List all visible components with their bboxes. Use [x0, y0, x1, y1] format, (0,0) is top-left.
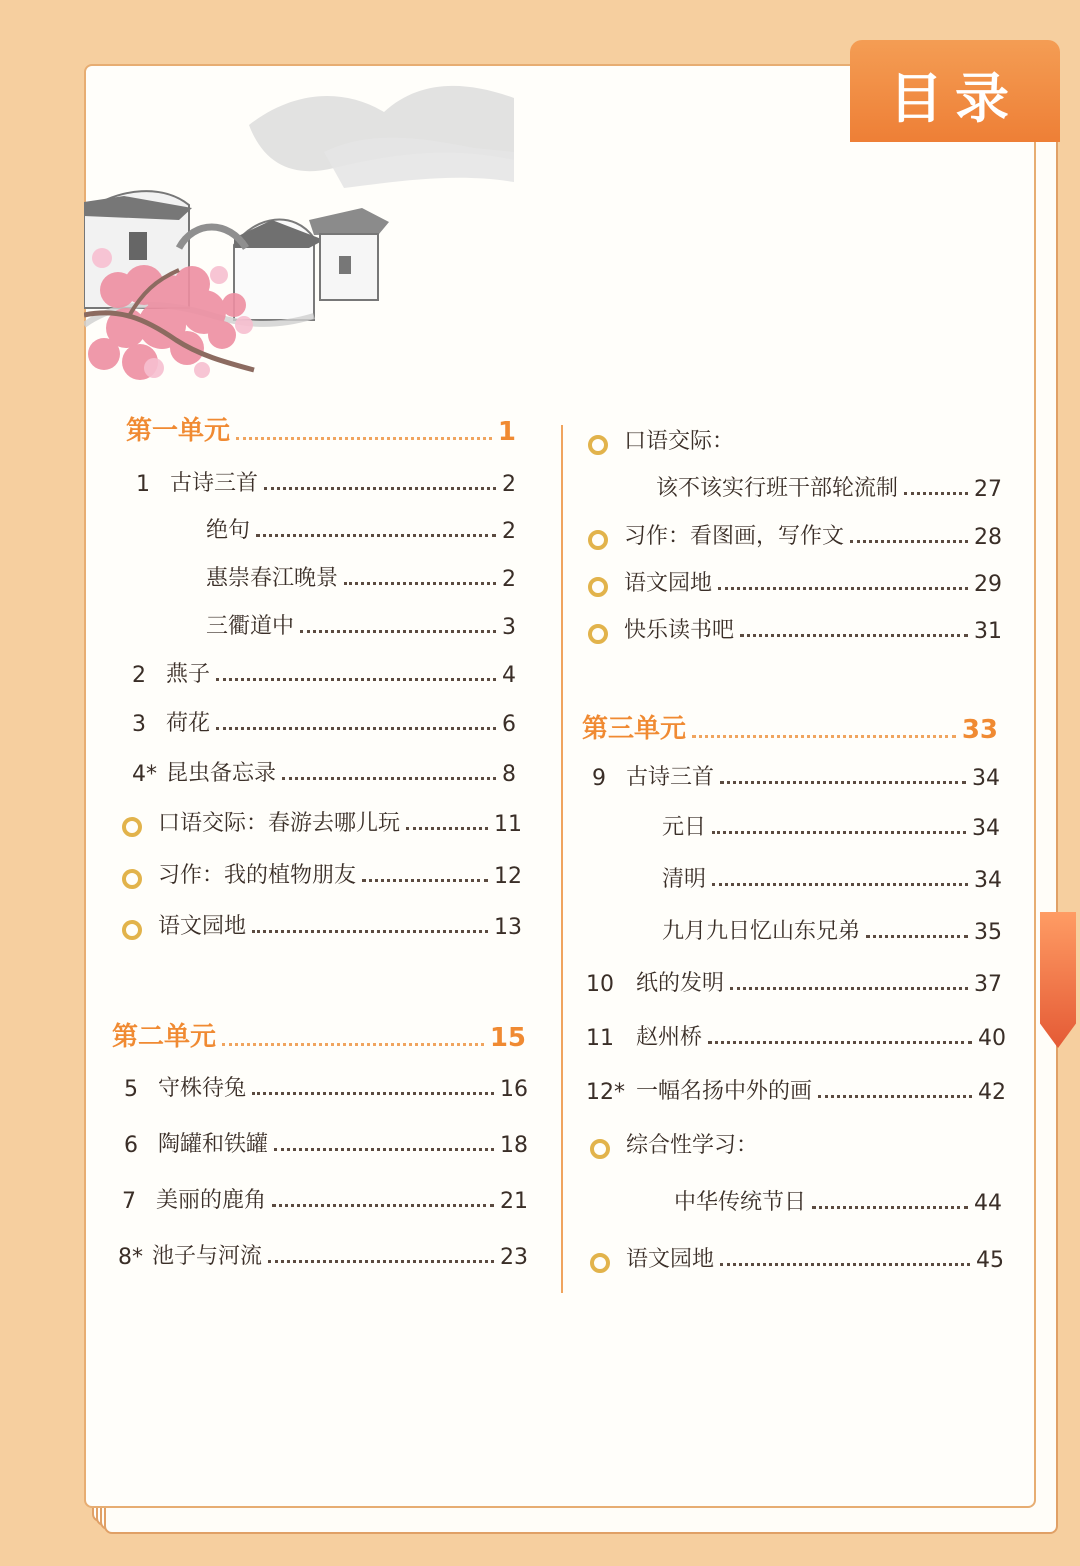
toc-subentry[interactable]	[674, 1185, 1002, 1216]
unit-title: 第一单元	[126, 416, 231, 446]
ink-landscape-illustration	[84, 70, 514, 385]
special-title: 语文园地	[158, 914, 247, 939]
page-number: 40	[978, 1026, 1006, 1051]
toc-subentry[interactable]	[206, 561, 516, 592]
dot-leader	[236, 437, 492, 440]
page-number: 31	[974, 619, 1002, 644]
dot-leader	[866, 935, 968, 938]
page-number: 16	[500, 1077, 528, 1102]
toc-special-writing[interactable]	[122, 858, 522, 889]
dot-leader	[818, 1095, 972, 1098]
contents-tab	[850, 40, 1060, 142]
lesson-title: 赵州桥	[636, 1025, 703, 1050]
dot-leader	[216, 678, 496, 681]
dot-leader	[252, 930, 488, 933]
page-number: 29	[974, 572, 1002, 597]
lesson-title: 美丽的鹿角	[156, 1188, 267, 1213]
subentry-title: 清明	[662, 867, 707, 892]
toc-lesson-2[interactable]	[132, 657, 516, 688]
page-number: 23	[500, 1245, 528, 1270]
page-number: 33	[961, 715, 998, 745]
toc-lesson-10[interactable]	[586, 966, 1002, 997]
lesson-number: 2	[132, 663, 146, 688]
toc-lesson-11[interactable]	[586, 1020, 1006, 1051]
page-number: 44	[974, 1191, 1002, 1216]
lesson-title: 陶罐和铁罐	[158, 1132, 269, 1157]
dot-leader	[272, 1204, 494, 1207]
toc-lesson-5[interactable]	[124, 1071, 528, 1102]
lesson-title: 一幅名扬中外的画	[636, 1079, 813, 1104]
unit-title: 第三单元	[582, 714, 687, 744]
special-title: 口语交际：春游去哪儿玩	[158, 811, 401, 836]
toc-subentry[interactable]	[662, 914, 1002, 945]
lesson-number: 10	[586, 972, 614, 997]
toc-special-oral[interactable]	[122, 806, 522, 837]
dot-leader	[720, 781, 966, 784]
dot-leader	[712, 831, 966, 834]
lesson-number: 4*	[132, 762, 157, 787]
dot-leader	[216, 727, 496, 730]
lesson-title: 荷花	[166, 711, 211, 736]
dot-leader	[268, 1260, 494, 1263]
circle-bullet-icon	[590, 1139, 610, 1159]
page-number: 18	[500, 1133, 528, 1158]
dot-leader	[708, 1041, 972, 1044]
subentry-title: 惠崇春江晚景	[206, 566, 339, 591]
lesson-number: 12*	[586, 1080, 625, 1105]
toc-lesson-8[interactable]	[118, 1239, 528, 1270]
dot-leader	[850, 540, 968, 543]
page-number: 2	[502, 567, 516, 592]
subentry-title: 三衢道中	[206, 614, 295, 639]
lesson-number: 5	[124, 1077, 138, 1102]
page-number: 4	[502, 663, 516, 688]
toc-unit-2[interactable]	[112, 1016, 526, 1053]
dot-leader	[282, 777, 496, 780]
dot-leader	[274, 1148, 494, 1151]
page-number: 28	[974, 525, 1002, 550]
lesson-title: 古诗三首	[170, 471, 259, 496]
page-number: 34	[972, 816, 1000, 841]
page-number: 13	[494, 915, 522, 940]
bookmark-ribbon	[1040, 912, 1076, 1048]
toc-lesson-1[interactable]	[136, 466, 516, 497]
lesson-title: 守株待兔	[158, 1076, 247, 1101]
lesson-title: 昆虫备忘录	[166, 761, 277, 786]
toc-lesson-4[interactable]	[132, 756, 516, 787]
page-title: 目录	[889, 67, 1021, 130]
toc-lesson-9[interactable]	[592, 760, 1000, 791]
lesson-number: 8*	[118, 1245, 143, 1270]
dot-leader	[264, 487, 496, 490]
toc-subentry[interactable]	[206, 513, 516, 544]
special-title: 综合性学习：	[626, 1133, 759, 1158]
page-number: 2	[502, 519, 516, 544]
toc-special-reading[interactable]	[588, 613, 1002, 644]
lesson-number: 3	[132, 712, 146, 737]
lesson-number: 11	[586, 1026, 614, 1051]
dot-leader	[256, 534, 496, 537]
toc-special-oral-heading[interactable]	[588, 424, 768, 455]
lesson-title: 池子与河流	[152, 1244, 263, 1269]
toc-subentry[interactable]	[662, 810, 1000, 841]
lesson-number: 7	[122, 1189, 136, 1214]
toc-lesson-3[interactable]	[132, 706, 516, 737]
page-number: 34	[974, 868, 1002, 893]
page-number: 27	[974, 477, 1002, 502]
special-title: 语文园地	[626, 1247, 715, 1272]
page-number: 45	[976, 1248, 1004, 1273]
lesson-number: 1	[136, 472, 150, 497]
dot-leader	[812, 1206, 968, 1209]
page-number: 1	[497, 417, 516, 447]
subentry-title: 九月九日忆山东兄弟	[662, 919, 861, 944]
circle-bullet-icon	[122, 869, 142, 889]
toc-unit-3[interactable]	[582, 708, 998, 745]
subentry-title: 元日	[662, 815, 707, 840]
circle-bullet-icon	[590, 1253, 610, 1273]
dot-leader	[718, 587, 968, 590]
circle-bullet-icon	[122, 920, 142, 940]
toc-subentry[interactable]	[662, 862, 1002, 893]
lesson-number: 6	[124, 1133, 138, 1158]
toc-lesson-7[interactable]	[122, 1183, 528, 1214]
special-title: 习作：我的植物朋友	[158, 863, 357, 888]
page-number: 11	[494, 812, 522, 837]
toc-unit-1[interactable]	[126, 410, 516, 447]
page-number: 42	[978, 1080, 1006, 1105]
dot-leader	[300, 630, 496, 633]
dot-leader	[730, 987, 968, 990]
special-title: 习作：看图画，写作文	[624, 524, 845, 549]
page-number: 8	[502, 762, 516, 787]
dot-leader	[222, 1043, 484, 1046]
page-number: 34	[972, 766, 1000, 791]
page-number: 35	[974, 920, 1002, 945]
dot-leader	[252, 1092, 494, 1095]
toc-special-writing[interactable]	[588, 519, 1002, 550]
subentry-title: 该不该实行班干部轮流制	[656, 476, 899, 501]
dot-leader	[692, 735, 956, 738]
dot-leader	[712, 883, 968, 886]
dot-leader	[904, 492, 968, 495]
column-divider	[561, 425, 563, 1293]
dot-leader	[406, 827, 488, 830]
decorative-ink-painting	[84, 70, 514, 385]
page-number: 2	[502, 472, 516, 497]
subentry-title: 绝句	[206, 518, 251, 543]
page-number: 3	[502, 615, 516, 640]
dot-leader	[344, 582, 496, 585]
lesson-title: 纸的发明	[636, 971, 725, 996]
special-title: 口语交际：	[624, 429, 735, 454]
toc-lesson-12[interactable]	[586, 1074, 1006, 1105]
toc-subentry[interactable]	[656, 471, 1002, 502]
dot-leader	[720, 1263, 970, 1266]
toc-subentry[interactable]	[206, 609, 516, 640]
dot-leader	[362, 879, 488, 882]
special-title: 语文园地	[624, 571, 713, 596]
toc-special-garden[interactable]	[122, 909, 522, 940]
page-number: 21	[500, 1189, 528, 1214]
toc-special-garden[interactable]	[590, 1242, 1004, 1273]
page-number: 6	[502, 712, 516, 737]
special-title: 快乐读书吧	[624, 618, 735, 643]
toc-special-integrated[interactable]	[590, 1128, 810, 1159]
circle-bullet-icon	[588, 577, 608, 597]
circle-bullet-icon	[122, 817, 142, 837]
toc-special-garden[interactable]	[588, 566, 1002, 597]
page-number: 15	[489, 1023, 526, 1053]
toc-lesson-6[interactable]	[124, 1127, 528, 1158]
dot-leader	[740, 634, 968, 637]
circle-bullet-icon	[588, 435, 608, 455]
unit-title: 第二单元	[112, 1022, 217, 1052]
lesson-number: 9	[592, 766, 606, 791]
lesson-title: 燕子	[166, 662, 211, 687]
page-number: 37	[974, 972, 1002, 997]
circle-bullet-icon	[588, 530, 608, 550]
circle-bullet-icon	[588, 624, 608, 644]
page-number: 12	[494, 864, 522, 889]
lesson-title: 古诗三首	[626, 765, 715, 790]
subentry-title: 中华传统节日	[674, 1190, 807, 1215]
